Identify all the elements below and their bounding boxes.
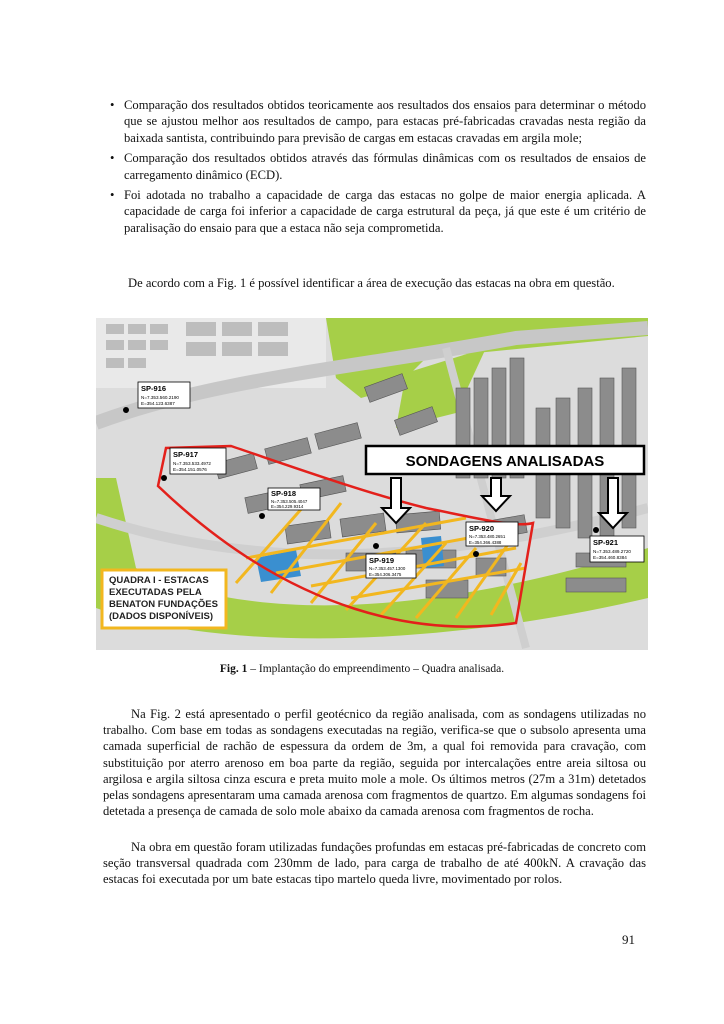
svg-text:SP-921: SP-921: [593, 538, 619, 547]
svg-text:E=354.366.4388: E=354.366.4388: [469, 540, 502, 545]
svg-text:EXECUTADAS PELA: EXECUTADAS PELA: [109, 587, 202, 598]
svg-text:E=354.460.8384: E=354.460.8384: [593, 555, 627, 560]
borehole-marker-icon: [259, 513, 265, 519]
bullet-text: Comparação dos resultados obtidos teoricamente aos resultados dos ensaios para determinar o método que se ajustou melhor aos resultados de campo, para estacas pré-fabricadas cravadas nesta região da baixada santista, contribuindo para previsão de cargas em estacas cravadas em argila mole;: [124, 98, 646, 145]
svg-text:E=354.151.0576: E=354.151.0576: [173, 467, 207, 472]
bullet-item: [110, 150, 646, 183]
borehole-marker-icon: [473, 551, 479, 557]
caption-text: – Implantação do empreendimento – Quadra analisada.: [247, 663, 505, 675]
body-paragraph: Na Fig. 2 está apresentado o perfil geotécnico da região analisada, com as sondagens utilizadas no trabalho. Com base em todas as sondagens executadas na região, verifica-se que o subsolo apresenta uma camada superficial de rachão de espessura da ordem de 3m, a qual foi removida para cravação, com substituição por aterro arenoso em boa parte da região, seguida por intercalações entre areia siltosa ou argilosa e argila siltosa cinza escura e preta muito mole a mole. Os últimos metros (27m a 31m) detetados pelas sondagens apresentaram uma camada arenosa com fragmentos de quartzo. Em algumas sondagens foi detetada a presença de camada de solo mole abaixo da camada arenosa com fragmentos de rocha.: [103, 707, 646, 819]
svg-text:SP-920: SP-920: [469, 524, 495, 533]
legend-box: [102, 570, 226, 628]
borehole-marker-icon: [373, 543, 379, 549]
svg-text:QUADRA I - ESTACAS: QUADRA I - ESTACAS: [109, 575, 209, 586]
bullet-list: [110, 97, 646, 240]
svg-text:N=7.353.533.4972: N=7.353.533.4972: [173, 461, 211, 466]
borehole-marker-icon: [123, 407, 129, 413]
caption-label: Fig. 1: [219, 663, 248, 675]
svg-text:BENATON FUNDAÇÕES: BENATON FUNDAÇÕES: [109, 599, 218, 610]
bullet-item: [110, 187, 646, 236]
svg-text:N=7.353.457.1300: N=7.353.457.1300: [369, 566, 406, 571]
bullet-symbol: •: [110, 151, 115, 166]
bullet-text: Comparação dos resultados obtidos através das fórmulas dinâmicas com os resultados de ensaios de carregamento dinâmico (ECD).: [124, 151, 646, 182]
svg-text:(DADOS DISPONÍVEIS): (DADOS DISPONÍVEIS): [109, 611, 213, 622]
bullet-symbol: •: [110, 188, 115, 203]
borehole-marker-icon: [161, 475, 167, 481]
banner-text: SONDAGENS ANALISADAS: [405, 453, 605, 470]
borehole-marker-icon: [593, 527, 599, 533]
page-number: 91: [622, 932, 635, 947]
svg-text:N=7.353.489.2720: N=7.353.489.2720: [593, 549, 631, 554]
svg-text:SP-919: SP-919: [369, 556, 395, 565]
body-paragraph: Na obra em questão foram utilizadas fundações profundas em estacas pré-fabricadas de concreto com seção transversal quadrada com 230mm de lado, para carga de trabalho de até 400kN. A cravação das estacas foi executada por um bate estacas tipo martelo queda livre, movimentado por rolos.: [103, 840, 646, 887]
bullet-text: Foi adotada no trabalho a capacidade de carga das estacas no golpe de maior energia aplicada. A capacidade de carga foi inferior a capacidade de carga estrutural da peça, já que este é um critério de paralisação do ensaio para que a estaca não seja comprometida.: [124, 188, 646, 235]
bullet-symbol: •: [110, 98, 115, 112]
bullet-item: [110, 97, 646, 146]
figure-caption: [0, 663, 724, 675]
svg-text:E=354.123.6387: E=354.123.6387: [141, 401, 175, 406]
svg-text:SP-918: SP-918: [271, 489, 297, 498]
svg-text:N=7.353.480.2651: N=7.353.480.2651: [469, 534, 506, 539]
svg-text:SP-917: SP-917: [173, 450, 199, 459]
svg-text:N=7.353.560.2190: N=7.353.560.2190: [141, 395, 179, 400]
site-plan-map: [96, 318, 648, 650]
intro-paragraph: De acordo com a Fig. 1 é possível identificar a área de execução das estacas na obra em questão.: [128, 276, 615, 290]
svg-text:SP-916: SP-916: [141, 384, 167, 393]
site-plan-figure: [96, 318, 648, 650]
svg-text:E=354.306.3475: E=354.306.3475: [369, 572, 402, 577]
svg-text:N=7.353.505.4047: N=7.353.505.4047: [271, 499, 308, 504]
svg-text:E=354.229.9314: E=354.229.9314: [271, 504, 304, 509]
